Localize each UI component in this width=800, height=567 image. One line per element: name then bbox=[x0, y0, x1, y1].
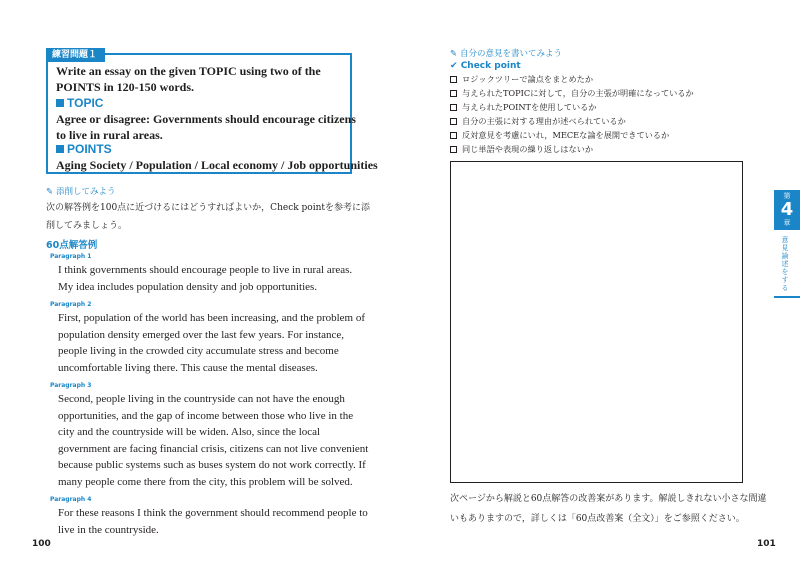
write-section-heading-text: 自分の意見を書いてみよう bbox=[460, 49, 563, 59]
paragraph-label: Paragraph 2 bbox=[50, 301, 92, 308]
checkbox-icon[interactable] bbox=[450, 104, 457, 111]
check-item bbox=[450, 74, 593, 85]
check-item bbox=[450, 88, 694, 99]
paragraph-line: government are facing financial crisis, citizens can not live convenient bbox=[58, 442, 369, 455]
points-heading bbox=[56, 142, 112, 156]
check-item-text: 同じ単語や表現の繰り返しはないか bbox=[462, 144, 594, 154]
checkmark-icon: ✔ bbox=[450, 61, 458, 71]
checkbox-icon[interactable] bbox=[450, 132, 457, 139]
pencil-icon: ✎ bbox=[450, 49, 458, 59]
check-item-text: ロジックツリーで論点をまとめたか bbox=[462, 74, 594, 84]
chapter-tab-underline bbox=[774, 296, 800, 298]
checkbox-icon[interactable] bbox=[450, 118, 457, 125]
exercise-tab-label: 練習問題１ bbox=[46, 48, 105, 62]
paragraph-label: Paragraph 3 bbox=[50, 382, 92, 389]
topic-heading-text: TOPIC bbox=[67, 96, 104, 110]
paragraph-line: My idea includes population density and job opportunities. bbox=[58, 280, 318, 293]
correct-section-heading bbox=[46, 185, 116, 197]
chapter-number: 4 bbox=[780, 199, 794, 220]
page-number-left: 100 bbox=[32, 539, 51, 549]
square-bullet-icon bbox=[56, 99, 64, 107]
paragraph-line: people living in the crowded city accumulate stress and become bbox=[58, 345, 339, 357]
topic-heading bbox=[56, 96, 103, 110]
paragraph-line: many people come there from the city, this problem will be solved. bbox=[58, 475, 353, 488]
check-item-text: 自分の主張に対する理由が述べられているか bbox=[462, 116, 626, 126]
write-section-heading bbox=[450, 47, 562, 59]
topic-line1: Agree or disagree: Governments should encourage citizens bbox=[56, 112, 356, 126]
check-item bbox=[450, 130, 669, 141]
paragraph-line: because public systems such as buses system do not work correctly. If bbox=[58, 459, 366, 471]
footer-note-line2: いもありますので，詳しくは「60点改善案（全文）」をご参照ください。 bbox=[450, 514, 745, 524]
check-point-title-text: Check point bbox=[460, 61, 521, 71]
checkbox-icon[interactable] bbox=[450, 146, 457, 153]
paragraph-line: Second, people living in the countryside can not have the enough bbox=[58, 393, 345, 405]
paragraph-label: Paragraph 4 bbox=[50, 496, 92, 503]
paragraph-line: opportunities, and the gap of income between those who live in the bbox=[58, 409, 354, 422]
essay-writing-box[interactable] bbox=[450, 161, 743, 483]
correct-section-heading-text: 添削してみよう bbox=[56, 187, 116, 197]
paragraph-line: I think governments should encourage people to live in rural areas. bbox=[58, 264, 353, 276]
page-number-right: 101 bbox=[757, 539, 776, 549]
checkbox-icon[interactable] bbox=[450, 90, 457, 97]
topic-line2: to live in rural areas. bbox=[56, 128, 163, 142]
check-point-title bbox=[450, 61, 521, 71]
pencil-icon: ✎ bbox=[46, 187, 54, 197]
check-item bbox=[450, 102, 597, 113]
check-item-text: 与えられたTOPICに対して，自分の主張が明確になっているか bbox=[462, 88, 694, 98]
paragraph-line: First, population of the world has been increasing, and the problem of bbox=[58, 312, 366, 324]
chapter-suffix: 章 bbox=[783, 219, 791, 227]
check-item bbox=[450, 144, 593, 155]
correct-intro-line1: 次の解答例を100点に近づけるにはどうすればよいか，Check pointを参考に添 bbox=[46, 203, 371, 213]
chapter-badge bbox=[774, 190, 800, 230]
paragraph-label: Paragraph 1 bbox=[50, 253, 92, 260]
paragraph-line: For these reasons I think the government should recommend people to bbox=[58, 507, 368, 519]
square-bullet-icon bbox=[56, 145, 64, 153]
paragraph-line: live in the countryside. bbox=[58, 523, 159, 536]
chapter-prefix: 第 bbox=[783, 192, 791, 200]
check-item bbox=[450, 116, 626, 127]
exercise-box bbox=[46, 50, 378, 174]
chapter-side-tab bbox=[774, 190, 800, 300]
exercise-instruction-line1: Write an essay on the given TOPIC using two of the bbox=[56, 64, 321, 78]
exercise-instruction-line2: POINTS in 120-150 words. bbox=[56, 80, 195, 94]
checkbox-icon[interactable] bbox=[450, 76, 457, 83]
paragraph-line: population density emerged over the last few years. For instance, bbox=[58, 328, 345, 341]
points-text: Aging Society / Population / Local economy / Job opportunities bbox=[56, 158, 378, 172]
sample-heading: 60点解答例 bbox=[46, 240, 98, 251]
points-heading-text: POINTS bbox=[67, 142, 112, 156]
check-item-text: 与えられたPOINTを使用しているか bbox=[462, 102, 597, 112]
footer-note-line1: 次ページから解説と60点解答の改善案があります。解説しきれない小さな間違 bbox=[450, 494, 767, 504]
paragraph-line: city and the countryside will be widen. Also, since the local bbox=[58, 426, 321, 438]
check-item-text: 反対意見を考慮にいれ，MECEな論を展開できているか bbox=[462, 130, 670, 140]
paragraph-line: uncomfortable living there. This cause the mental diseases. bbox=[58, 361, 318, 374]
correct-intro-line2: 削してみましょう。 bbox=[46, 221, 128, 231]
chapter-title: 意見論述をする bbox=[781, 236, 789, 292]
